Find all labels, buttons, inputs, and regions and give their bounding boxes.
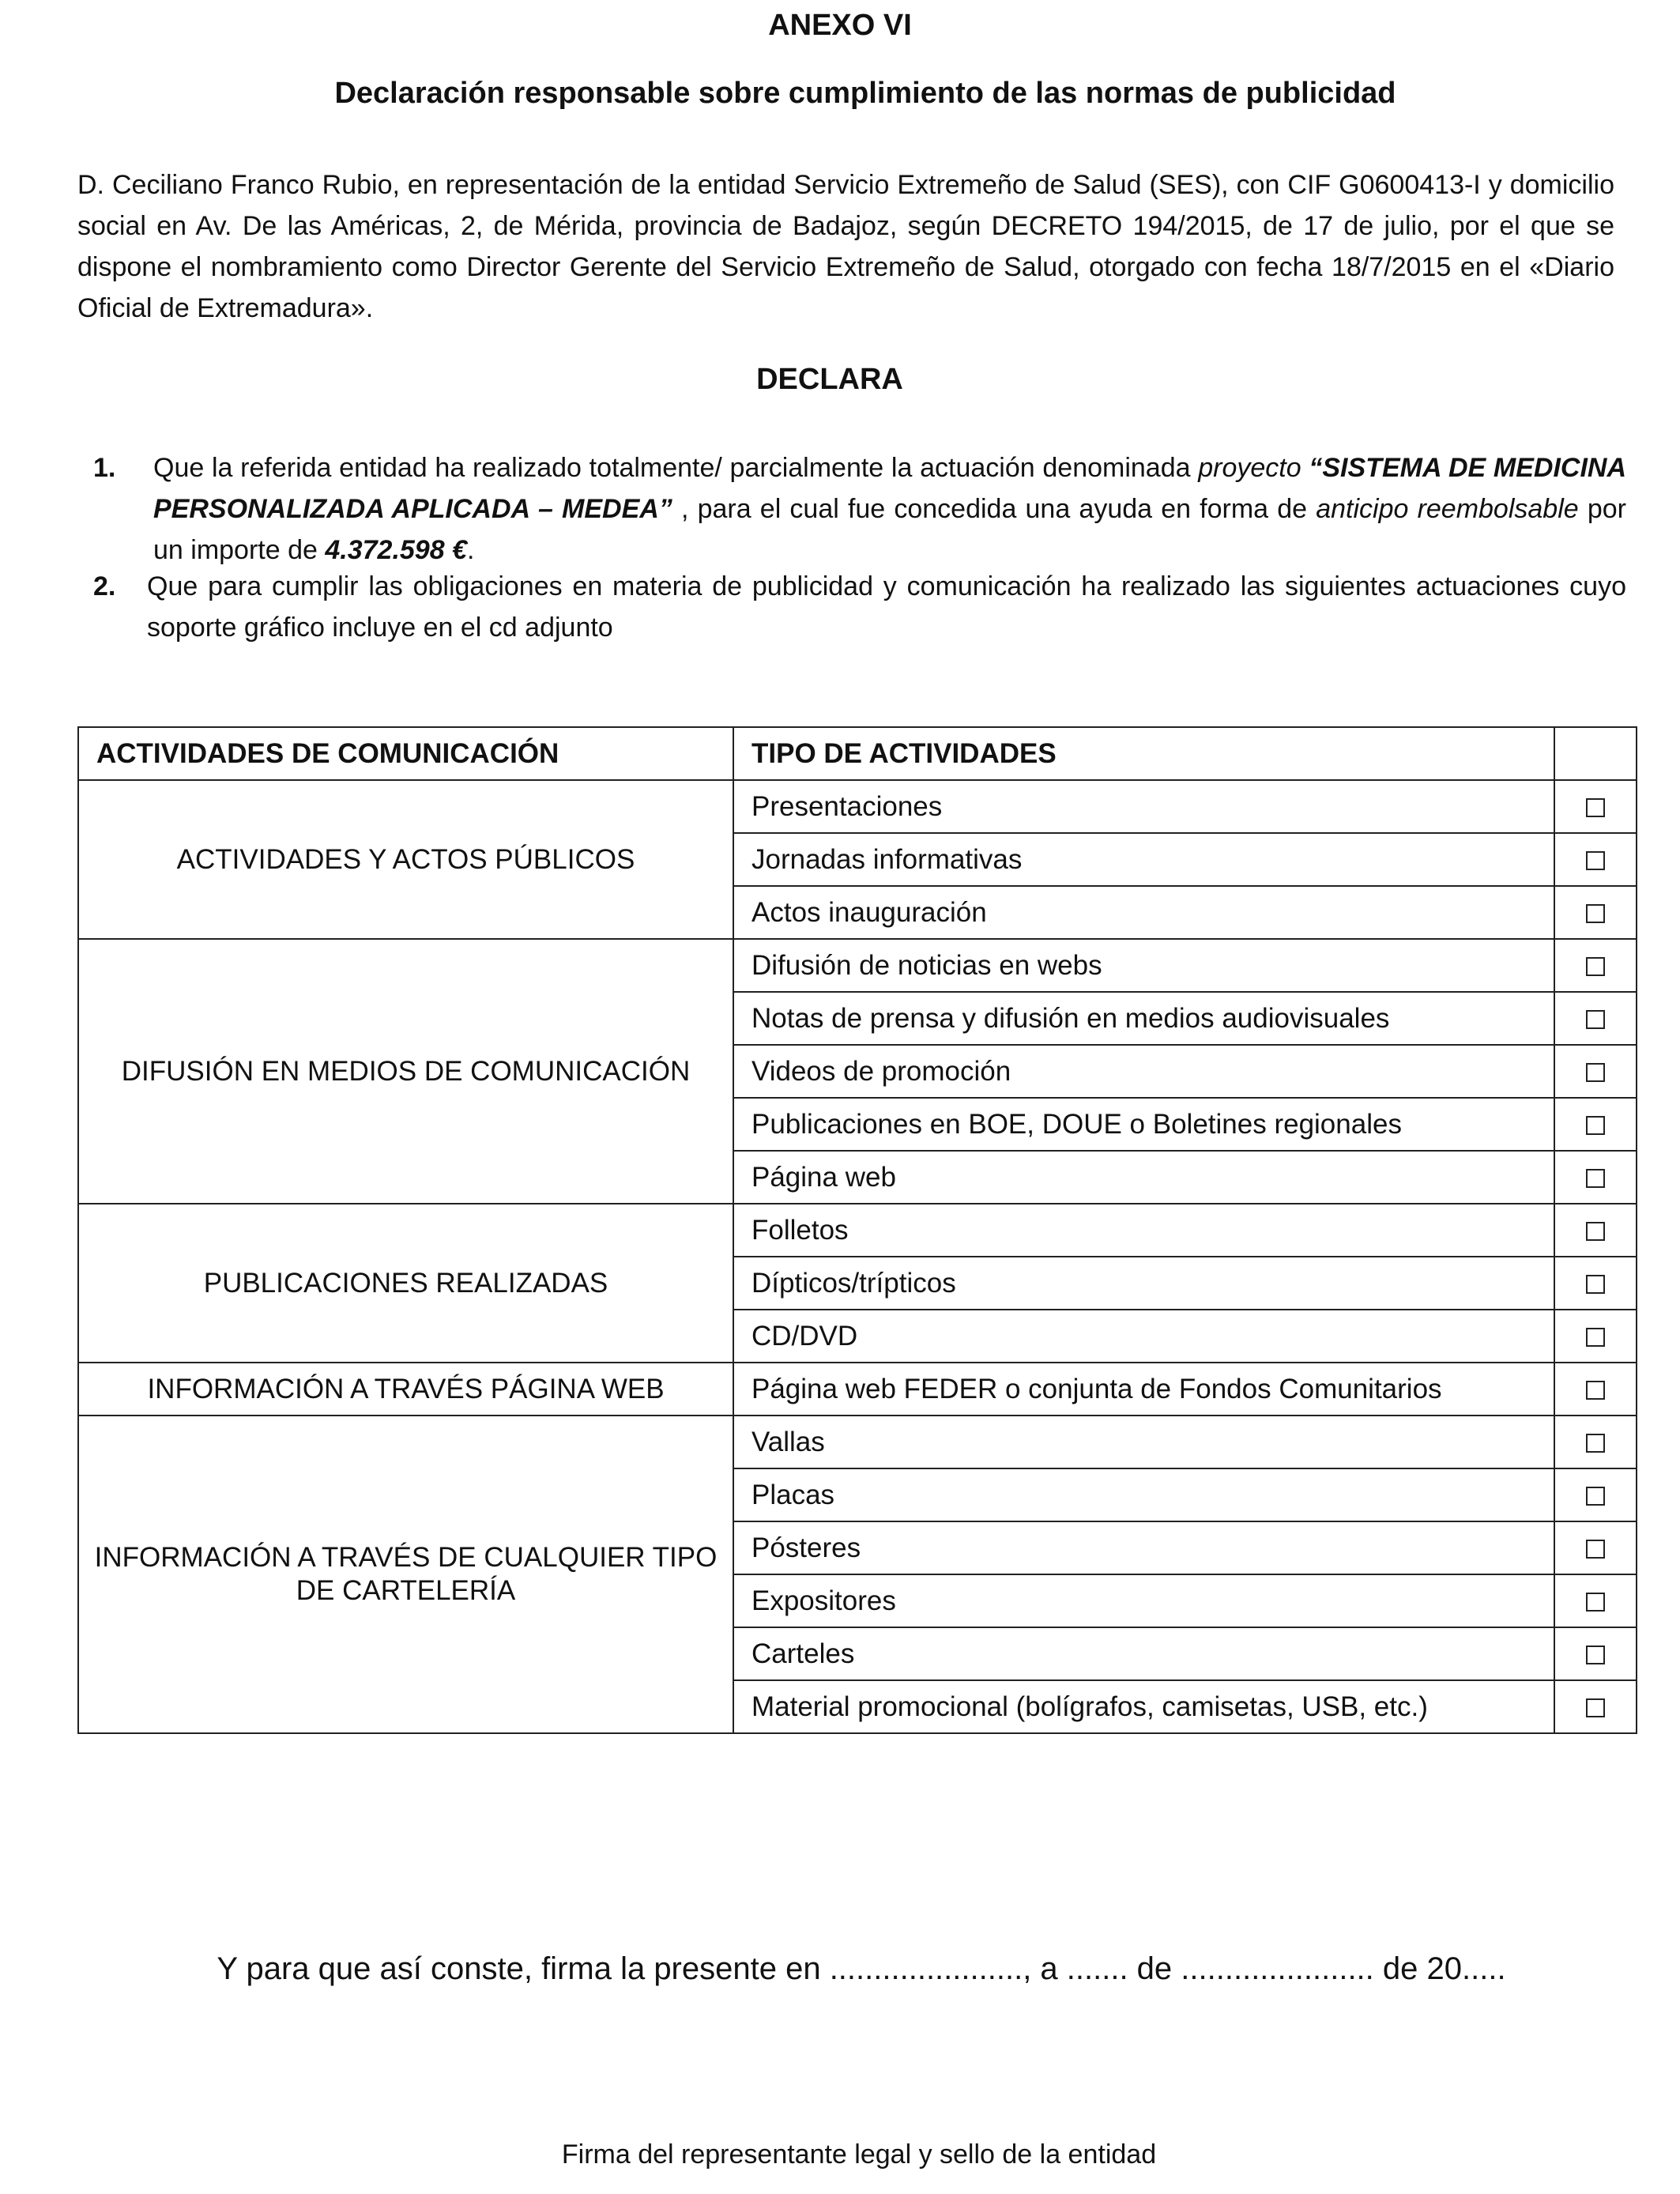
checkbox[interactable]	[1586, 1381, 1605, 1400]
table-row	[78, 1363, 1637, 1416]
checkbox-cell[interactable]	[1554, 886, 1637, 939]
checkbox[interactable]	[1586, 1593, 1605, 1612]
category-cell: INFORMACIÓN A TRAVÉS PÁGINA WEB	[78, 1363, 733, 1416]
activity-cell: Publicaciones en BOE, DOUE o Boletines regionales	[733, 1098, 1554, 1151]
activity-cell: Difusión de noticias en webs	[733, 939, 1554, 992]
checkbox-cell[interactable]	[1554, 1204, 1637, 1257]
item-number: 1.	[93, 453, 116, 483]
checkbox[interactable]	[1586, 957, 1605, 976]
header-activity-type: TIPO DE ACTIVIDADES	[733, 727, 1554, 780]
category-cell: INFORMACIÓN A TRAVÉS DE CUALQUIER TIPO DE CARTELERÍA	[78, 1416, 733, 1733]
activity-cell: Pósteres	[733, 1521, 1554, 1574]
checkbox-cell[interactable]	[1554, 1310, 1637, 1363]
checkbox[interactable]	[1586, 1698, 1605, 1717]
signature-line: Firma del representante legal y sello de la entidad	[561, 2139, 1157, 2169]
checkbox[interactable]	[1586, 1275, 1605, 1294]
activity-cell: Carteles	[733, 1627, 1554, 1680]
intro-paragraph: D. Ceciliano Franco Rubio, en representación de la entidad Servicio Extremeño de Salud (SES), con CIF G0600413-I y domicilio social en Av. De las Américas, 2, de Mérida, provincia de Badajoz, según DECRETO 194/2015, de 17 de julio, por el que se dispone el nombramiento como Director Gerente del Servicio Extremeño de Salud, otorgado con fecha 18/7/2015 en el «Diario Oficial de Extremadura».	[77, 170, 1614, 323]
activities-table	[77, 726, 1637, 1734]
checkbox[interactable]	[1586, 851, 1605, 870]
activity-cell: Presentaciones	[733, 780, 1554, 833]
closing-statement: Y para que así conste, firma la presente en ......................, a ....... de ...................... de 20.....	[217, 1951, 1506, 1986]
table-row	[78, 1416, 1637, 1468]
item-text: Que la referida entidad ha realizado totalmente/ parcialmente la actuación denominada proyecto “SISTEMA DE MEDICINA PERSONALIZADA APLICADA – MEDEA” , para el cual fue concedida una ayuda en forma de anticipo reembolsable por un importe de 4.372.598 €.	[153, 453, 1627, 565]
item-number: 2.	[93, 571, 116, 601]
checkbox-cell[interactable]	[1554, 1257, 1637, 1310]
table-row	[78, 939, 1637, 992]
activity-cell: Vallas	[733, 1416, 1554, 1468]
checkbox-cell[interactable]	[1554, 939, 1637, 992]
header-category: ACTIVIDADES DE COMUNICACIÓN	[78, 727, 733, 780]
activity-cell: Página web	[733, 1151, 1554, 1204]
checkbox[interactable]	[1586, 1222, 1605, 1241]
checkbox-cell[interactable]	[1554, 1151, 1637, 1204]
checkbox[interactable]	[1586, 904, 1605, 923]
declara-heading: DECLARA	[756, 363, 903, 396]
checkbox-cell[interactable]	[1554, 1468, 1637, 1521]
checkbox-cell[interactable]	[1554, 1045, 1637, 1098]
table-row	[78, 780, 1637, 833]
activity-cell: Actos inauguración	[733, 886, 1554, 939]
annex-title: ANEXO VI	[768, 9, 912, 42]
checkbox-cell[interactable]	[1554, 1521, 1637, 1574]
document-title: Declaración responsable sobre cumplimiento de las normas de publicidad	[334, 77, 1396, 110]
activity-cell: Material promocional (bolígrafos, camisetas, USB, etc.)	[733, 1680, 1554, 1733]
header-check	[1554, 727, 1637, 780]
checkbox-cell[interactable]	[1554, 1574, 1637, 1627]
activity-cell: Dípticos/trípticos	[733, 1257, 1554, 1310]
activity-cell: Videos de promoción	[733, 1045, 1554, 1098]
category-cell: PUBLICACIONES REALIZADAS	[78, 1204, 733, 1363]
checkbox[interactable]	[1586, 1116, 1605, 1135]
checkbox-cell[interactable]	[1554, 1627, 1637, 1680]
category-cell: ACTIVIDADES Y ACTOS PÚBLICOS	[78, 780, 733, 939]
checkbox[interactable]	[1586, 1063, 1605, 1082]
checkbox-cell[interactable]	[1554, 1363, 1637, 1416]
category-cell: DIFUSIÓN EN MEDIOS DE COMUNICACIÓN	[78, 939, 733, 1204]
checkbox-cell[interactable]	[1554, 1680, 1637, 1733]
checkbox-cell[interactable]	[1554, 833, 1637, 886]
activity-cell: Folletos	[733, 1204, 1554, 1257]
activity-cell: Página web FEDER o conjunta de Fondos Comunitarios	[733, 1363, 1554, 1416]
activity-cell: Jornadas informativas	[733, 833, 1554, 886]
checkbox-cell[interactable]	[1554, 1098, 1637, 1151]
declaration-item-1	[93, 447, 1626, 571]
activity-cell: Notas de prensa y difusión en medios audiovisuales	[733, 992, 1554, 1045]
checkbox-cell[interactable]	[1554, 780, 1637, 833]
activity-cell: Expositores	[733, 1574, 1554, 1627]
checkbox[interactable]	[1586, 1487, 1605, 1506]
checkbox[interactable]	[1586, 1328, 1605, 1347]
checkbox-cell[interactable]	[1554, 992, 1637, 1045]
table-header-row	[78, 727, 1637, 780]
checkbox[interactable]	[1586, 1646, 1605, 1664]
checkbox[interactable]	[1586, 1540, 1605, 1559]
item-text: Que para cumplir las obligaciones en materia de publicidad y comunicación ha realizado las siguientes actuaciones cuyo soporte gráfico incluye en el cd adjunto	[147, 571, 1626, 643]
table-row	[78, 1204, 1637, 1257]
checkbox[interactable]	[1586, 1010, 1605, 1029]
checkbox-cell[interactable]	[1554, 1416, 1637, 1468]
activity-cell: Placas	[733, 1468, 1554, 1521]
checkbox[interactable]	[1586, 798, 1605, 817]
checkbox[interactable]	[1586, 1434, 1605, 1453]
declaration-item-2	[93, 566, 1626, 648]
checkbox[interactable]	[1586, 1169, 1605, 1188]
activity-cell: CD/DVD	[733, 1310, 1554, 1363]
